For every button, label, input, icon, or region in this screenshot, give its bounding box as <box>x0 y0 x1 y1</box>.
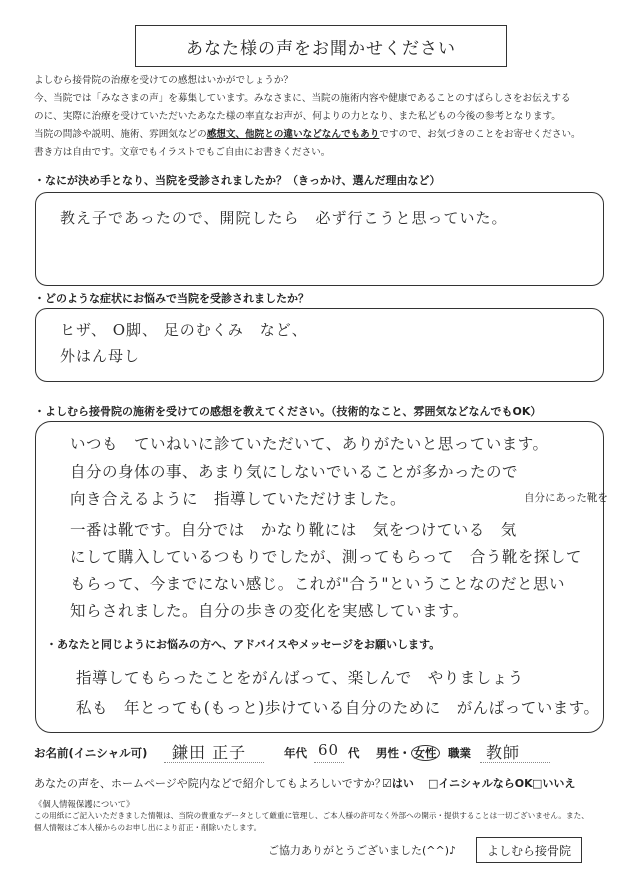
question-4-label: ・あなたと同じようにお悩みの方へ、アドバイスやメッセージをお願いします。 <box>46 638 441 651</box>
gender-options[interactable] <box>376 745 440 761</box>
question-3-line-3: 向き合えるように 指導していただけました。 <box>70 490 407 508</box>
age-field[interactable] <box>314 740 344 763</box>
age-unit: 代 <box>348 746 360 760</box>
intro-line-4-emphasis: 感想文、他院との違いなどなんでもあり <box>206 129 380 140</box>
question-3-line-4: 一番は靴です。自分では かなり靴には 気をつけている 気 <box>70 521 517 539</box>
question-1-label: ・なにが決め手となり、当院を受診されましたか？（きっかけ、選んだ理由など） <box>34 174 441 187</box>
age-value: 60 <box>318 741 340 759</box>
intro-line-5: 書き方は自由です。文章でもイラストでもご自由にお書きください。 <box>34 147 331 158</box>
question-2-label: ・どのような症状にお悩みで当院を受診されましたか？ <box>34 292 309 305</box>
question-4-line-1: 指導してもらったことをがんばって、楽しんで やりましょう <box>76 669 524 687</box>
question-3-label: ・よしむら接骨院の施術を受けての感想を教えてください。（技術的なこと、雰囲気などなんでもOK） <box>34 405 542 418</box>
question-4-line-2: 私も 年とっても(もっと)歩けている自分のために がんばっています。 <box>76 699 600 717</box>
page-title: あなた様の声をお聞かせください <box>135 25 507 67</box>
clinic-name-box: よしむら接骨院 <box>476 837 582 863</box>
intro-line-3: のに、実際に治療を受けていただいたあなた様の率直なお声が、何よりの力となり、また私どもの今後の参考となります。 <box>34 111 561 122</box>
privacy-heading: 《個人情報保護について》 <box>34 799 135 809</box>
privacy-line-1: この用紙にご記入いただきました情報は、当院の貴重なデータとして厳重に管理し、ご本人様の許可なく外部への開示・提供することは一切ございません。また、 <box>34 811 589 820</box>
intro-line-4-post: ですので、お気づきのことをお寄せください。 <box>379 129 581 140</box>
consent-option-yes[interactable]: ☑はい <box>382 777 414 790</box>
question-2-answer-box[interactable] <box>35 308 604 382</box>
question-3-line-2: 自分の身体の事、あまり気にしないでいることが多かったので <box>70 463 519 481</box>
intro-line-1: よしむら接骨院の治療を受けての感想はいかがでしょうか？ <box>34 75 294 86</box>
gender-female-selected[interactable]: 女性 <box>411 745 440 761</box>
question-3-insertion-note: 自分にあった靴を <box>524 492 608 504</box>
age-label: 年代 <box>284 746 307 760</box>
consent-question: あなたの声を、ホームページや院内などで紹介してもよろしいですか？ <box>34 777 386 790</box>
name-field[interactable] <box>164 740 264 763</box>
question-1-answer: 教え子であったので、開院したら 必ず行こうと思っていた。 <box>60 209 508 227</box>
question-2-answer-line-1: ヒザ、 O脚、 足のむくみ など、 <box>60 321 308 339</box>
intro-line-4 <box>34 126 609 144</box>
job-field[interactable] <box>480 740 550 763</box>
question-2-answer-line-2: 外はん母し <box>60 347 141 365</box>
intro-line-4-pre: 当院の問診や説明、施術、雰囲気などの <box>34 129 207 140</box>
consent-option-no[interactable]: □いいえ <box>532 777 576 790</box>
question-3-line-7: 知らされました。自分の歩きの変化を実感しています。 <box>70 602 469 620</box>
job-value: 教師 <box>486 743 521 762</box>
intro-line-2: 今、当院では「みなさまの声」を募集しています。みなさまに、当院の施術内容や健康であることのすばらしさをお伝えする <box>34 93 571 104</box>
privacy-line-2: 個人情報はご本人様からのお申し出により訂正・削除いたします。 <box>34 823 262 832</box>
gender-male[interactable]: 男性 <box>376 746 399 760</box>
gender-separator: ・ <box>399 746 411 760</box>
thanks-message: ご協力ありがとうございました(^^)♪ <box>268 844 457 857</box>
question-3-line-6: もらって、今までにない感じ。これが"合う"ということなのだと思い <box>70 575 565 593</box>
consent-option-initials[interactable]: □イニシャルならOK <box>428 777 533 790</box>
name-label: お名前(イニシャル可) <box>34 746 148 760</box>
job-label: 職業 <box>448 746 471 760</box>
question-3-answer-box[interactable] <box>35 421 608 733</box>
name-value: 鎌田 正子 <box>172 743 247 762</box>
question-1-answer-box[interactable] <box>35 192 604 286</box>
question-3-line-1: いつも ていねいに診ていただいて、ありがたいと思っています。 <box>70 435 549 453</box>
question-3-line-5: にして購入しているつもりでしたが、測ってもらって 合う靴を探して <box>70 548 582 566</box>
